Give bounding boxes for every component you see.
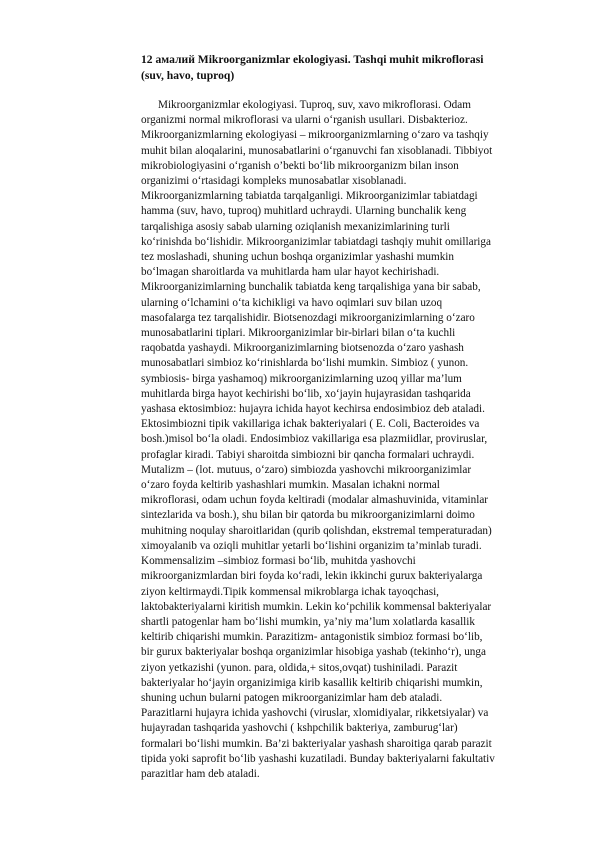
body-text-line: formalari bo‘lishi mumkin. Ba’zi bakteriyalar yashash sharoitiga qarab parazit [141, 737, 492, 750]
body-text-line: profaglar kiradi. Tabiyi sharoitda simbiozni bir qancha formalari uchraydi. [141, 448, 475, 461]
body-text-line: parazitlar ham deb ataladi. [141, 767, 260, 780]
body-text-line: keltirib chiqarishi mumkin. Parazitizm- antagonistik simbioz formasi bo‘lib, [141, 631, 483, 644]
title-line: 12 амалий Mikroorganizmlar ekologiyasi. Tashqi muhit mikroflorasi [141, 53, 484, 66]
body-text-line: laktobakteriyalarni kiritish mumkin. Lekin ko‘pchilik kommensal bakteriyalar [141, 600, 492, 613]
body-text-line: tarqalishiga asosiy sabab ularning oziqlanish mexanizimlarining turli [141, 220, 450, 233]
body-text-line: hamma (suv, havo, tuproq) muhitlard uchraydi. Ularning bunchalik keng [141, 205, 467, 218]
body-text-line: Mikroorganizimlarning bunchalik tabiatda keng tarqalishiga yana bir sabab, [141, 281, 481, 294]
title-line: (suv, havo, tuproq) [141, 69, 235, 82]
document-body [141, 98, 551, 782]
body-text-line: ko‘rinishda bo‘lishidir. Mikroorganizimlar tabiatdagi tashqiy muhit omillariga [141, 235, 491, 248]
body-text-line: Mutalizm – (lot. mutuus, o‘zaro) simbiozda yashovchi mikroorganizimlar [141, 463, 472, 476]
body-text-line: Mikroorganizmlar ekologiyasi. Tuproq, suv, xavo mikroflorasi. Odam [158, 99, 471, 111]
body-text-line: Mikroorganizmlarning tabiatda tarqalganligi. Mikroorganizimlar tabiatdagi [141, 190, 478, 203]
body-text-line: munosabatlari simbioz ko‘rinishlarda bo‘lishi mumkin. Simbioz ( yunon. [141, 357, 469, 370]
body-text-line: munosabatlarini tiplari. Mikroorganizimlar bir-birlari bilan o‘ta kuchli [141, 327, 456, 340]
body-text-line: o‘zaro foyda keltirib yashashlari mumkin. Masalan ichakni normal [141, 479, 440, 492]
body-text-line: symbiosis- birga yashamoq) mikroorganizimlarning uzoq yillar ma’lum [141, 372, 462, 385]
body-text-line: muhitning noqulay sharoitlaridan (qurib qolishdan, ekstremal temperaturadan) [141, 524, 492, 537]
body-text-line: Parazitlarni hujayra ichida yashovchi (viruslar, xlomidiyalar, rikketsiyalar) va [141, 707, 489, 720]
body-text-line: bo‘lmagan sharoitlarda va muhitlarda ham ular hayot kechirishadi. [141, 266, 440, 279]
body-text-line: Kommensalizim –simbioz formasi bo‘lib, muhitda yashovchi [141, 555, 416, 568]
body-text-line: mikroflorasi, odam uchun foyda keltiradi (modalar almashuvinida, vitaminlar [141, 494, 489, 507]
body-text-line: bir gurux bakteriyalar boshqa organizimlar hisobiga yashab (tekinho‘r), unga [141, 646, 486, 659]
body-text-line: tez moslashadi, shuning uchun boshqa organizimlar yashashi mumkin [141, 251, 454, 264]
body-text-line: organizmi normal mikroflorasi va ularni o‘rganish usullari. Disbakterioz. [141, 114, 468, 127]
body-text-line: bakteriyalar ho‘jayin organizimiga kirib kasallik keltirib chiqarishi mumkin, [141, 676, 483, 689]
body-text-line: shuning uchun bularni patogen mikroorganizimlar ham deb ataladi. [141, 691, 443, 704]
body-text-line: Ektosimbiozni tipik vakillariga ichak bakteriyalari ( E. Coli, Bacteroides va [141, 418, 480, 431]
body-text-line: muhitlarda birga hayot kechirishi bo‘lib, xo‘jayin hujayrasidan tashqarida [141, 387, 471, 400]
body-text-line: bosh.)misol bo‘la oladi. Endosimbioz vakillariga esa plazmiidlar, proviruslar, [141, 433, 488, 446]
body-text-line: ximoyalanib va oziqli muhitlar yetarli bo‘lishini organizim ta’minlab turadi. [141, 539, 482, 552]
body-text-line: mikroorganizmlardan biri foyda ko‘radi, lekin ikkinchi gurux bakteriyalarga [141, 570, 483, 583]
body-text-line: hujayradan tashqarida yashovchi ( kshpchilik bakteriya, zamburug‘lar) [141, 722, 458, 735]
body-text-line: mikrobiologiyasini o‘rganish o’bekti bo‘lib mikroorganizm bilan inson [141, 159, 459, 172]
body-text-line: muhit bilan aloqalarini, munosabatlarini o‘rganuvchi fan xisoblanadi. Tibbiyot [141, 144, 493, 157]
document-title [141, 52, 541, 84]
body-text-line: organizimi o‘rtasidagi kompleks munosabatlar xisoblanadi. [141, 175, 407, 188]
body-text-line: sintezlarida va bosh.), shu bilan bir qatorda bu mikroorganizimlarni doimo [141, 509, 475, 522]
body-text-line: masofalarga tez tarqalishidir. Biotsenozdagi mikroorganizimlarning o‘zaro [141, 311, 475, 324]
body-text-line: yashasa ektosimbioz: hujayra ichida hayot kechirsa endosimbioz deb ataladi. [141, 403, 485, 416]
body-text-line: ularning o‘lchamini o‘ta kichikligi va havo oqimlari suv bilan uzoq [141, 296, 443, 309]
body-text-line: ziyon yetkazishi (yunon. para, oldida,+ sitos,ovqat) tushiniladi. Parazit [141, 661, 458, 674]
body-text-line: shartli patogenlar ham bo‘lishi mumkin, ya’niy ma’lum xolatlarda kasallik [141, 615, 475, 628]
body-text-line: raqobatda yashaydi. Mikroorganizimlarning biotsenozda o‘zaro yashash [141, 342, 464, 355]
body-text-line: ziyon keltirmaydi.Tipik kommensal mikroblarga ichak tayoqchasi, [141, 585, 439, 598]
body-text-line: Mikroorganizmlarning ekologiyasi – mikroorganizmlarning o‘zaro va tashqiy [141, 129, 489, 142]
body-text-line: tipida yoki saprofit bo‘lib yashashi kuzatiladi. Bunday bakteriyalarni fakultativ [141, 752, 495, 765]
